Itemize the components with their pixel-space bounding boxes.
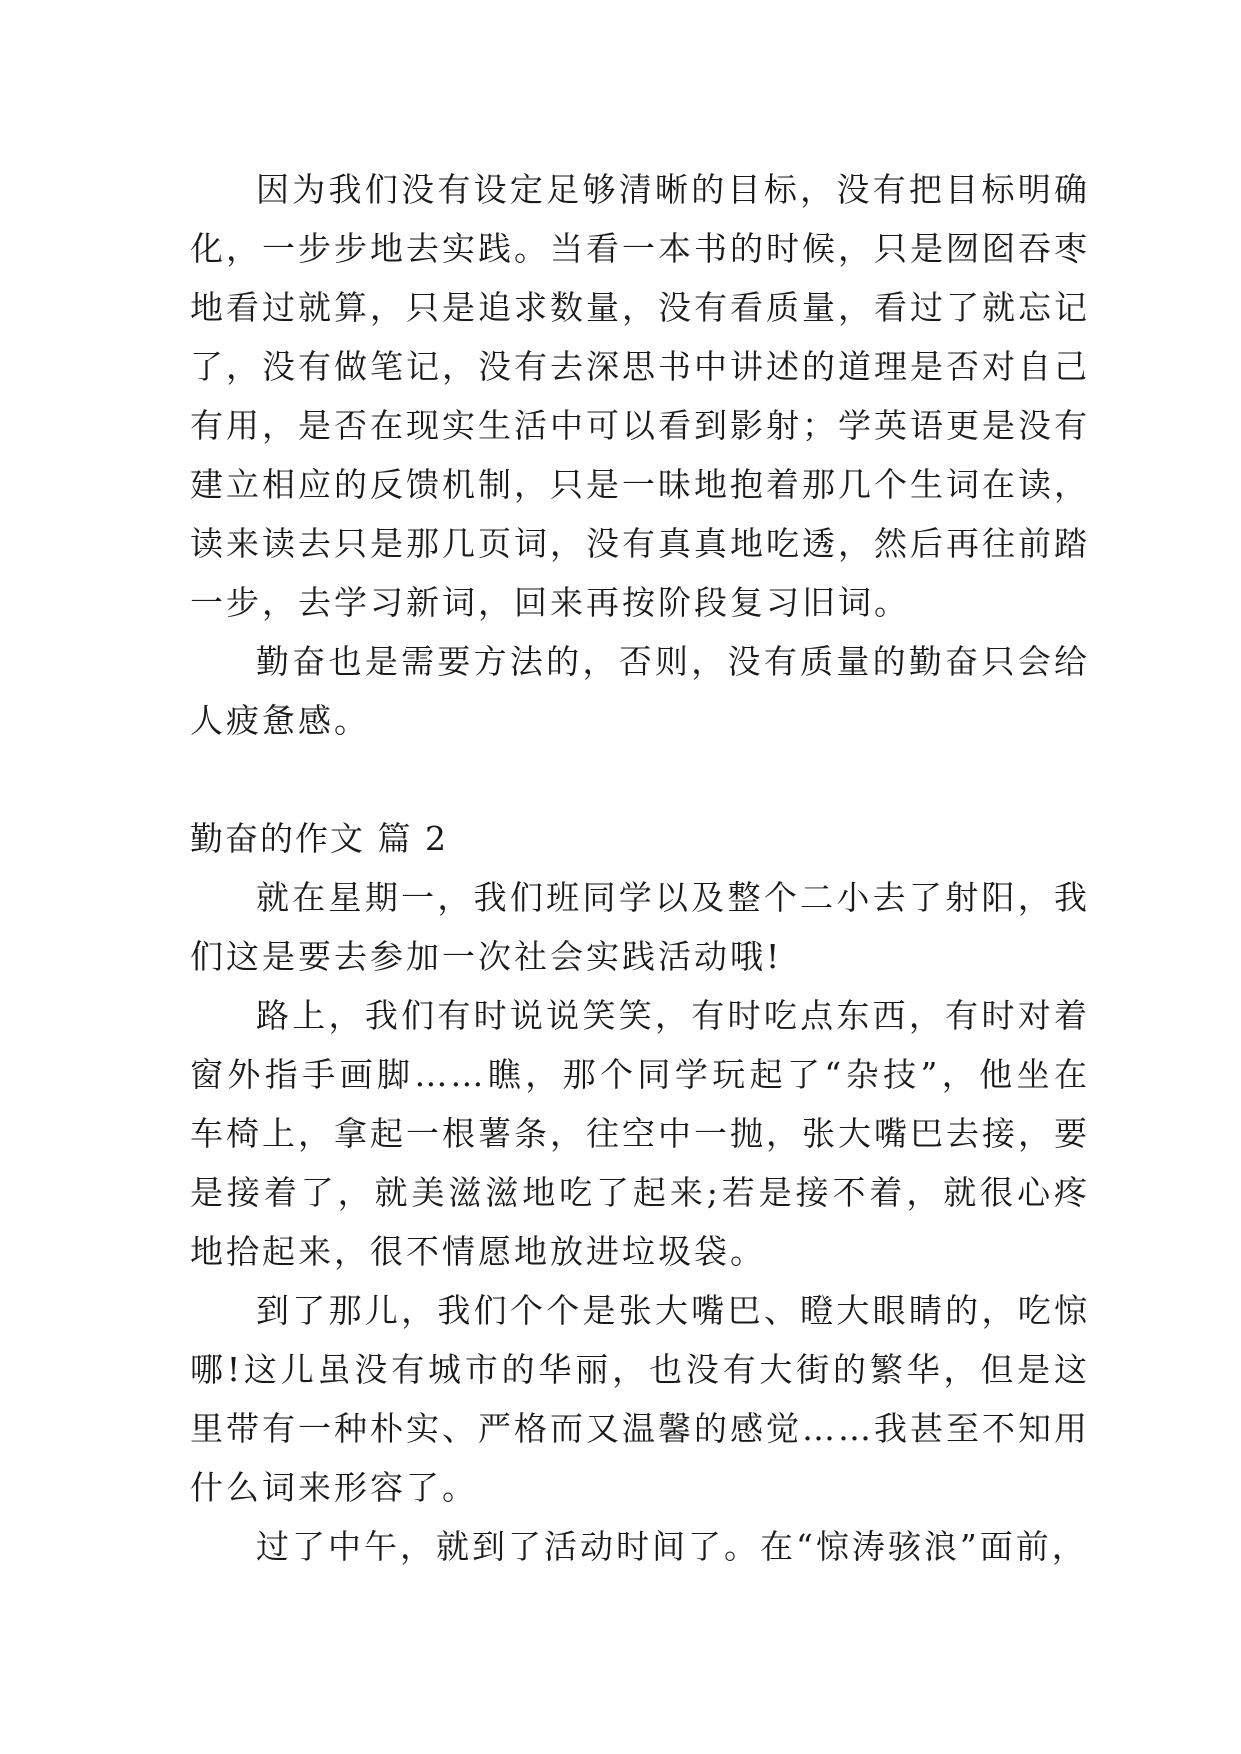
paragraph: 就在星期一，我们班同学以及整个二小去了射阳，我们这是要去参加一次社会实践活动哦!: [190, 878, 1090, 976]
paragraph: 过了中午，就到了活动时间了。在“惊涛骇浪”面前，: [256, 1527, 1088, 1566]
paragraph: 勤奋也是需要方法的，否则，没有质量的勤奋只会给人疲惫感。: [190, 642, 1090, 740]
document-body: [190, 160, 1090, 1576]
paragraph: 因为我们没有设定足够清晰的目标，没有把目标明确化，一步步地去实践。当看一本书的时候，只是囫囵吞枣地看过就算，只是追求数量，没有看质量，看过了就忘记了，没有做笔记，没有去深思书中讲述的道理是否对自己有用，是否在现实生活中可以看到影射；学英语更是没有建立相应的反馈机制，只是一昧地抱着那几个生词在读，读来读去只是那几页词，没有真真地吃透，然后再往前踏一步，去学习新词，回来再按阶段复习旧词。: [190, 170, 1090, 622]
paragraph: 到了那儿，我们个个是张大嘴巴、瞪大眼睛的，吃惊哪!这儿虽没有城市的华丽，也没有大街的繁华，但是这里带有一种朴实、严格而又温馨的感觉……我甚至不知用什么词来形容了。: [190, 1291, 1090, 1507]
paragraph: 路上，我们有时说说笑笑，有时吃点东西，有时对着窗外指手画脚……瞧，那个同学玩起了“杂技”，他坐在车椅上，拿起一根薯条，往空中一抛，张大嘴巴去接，要是接着了，就美滋滋地吃了起来;若是接不着，就很心疼地拾起来，很不情愿地放进垃圾袋。: [190, 996, 1090, 1271]
section-heading: 勤奋的作文 篇 2: [190, 819, 448, 858]
